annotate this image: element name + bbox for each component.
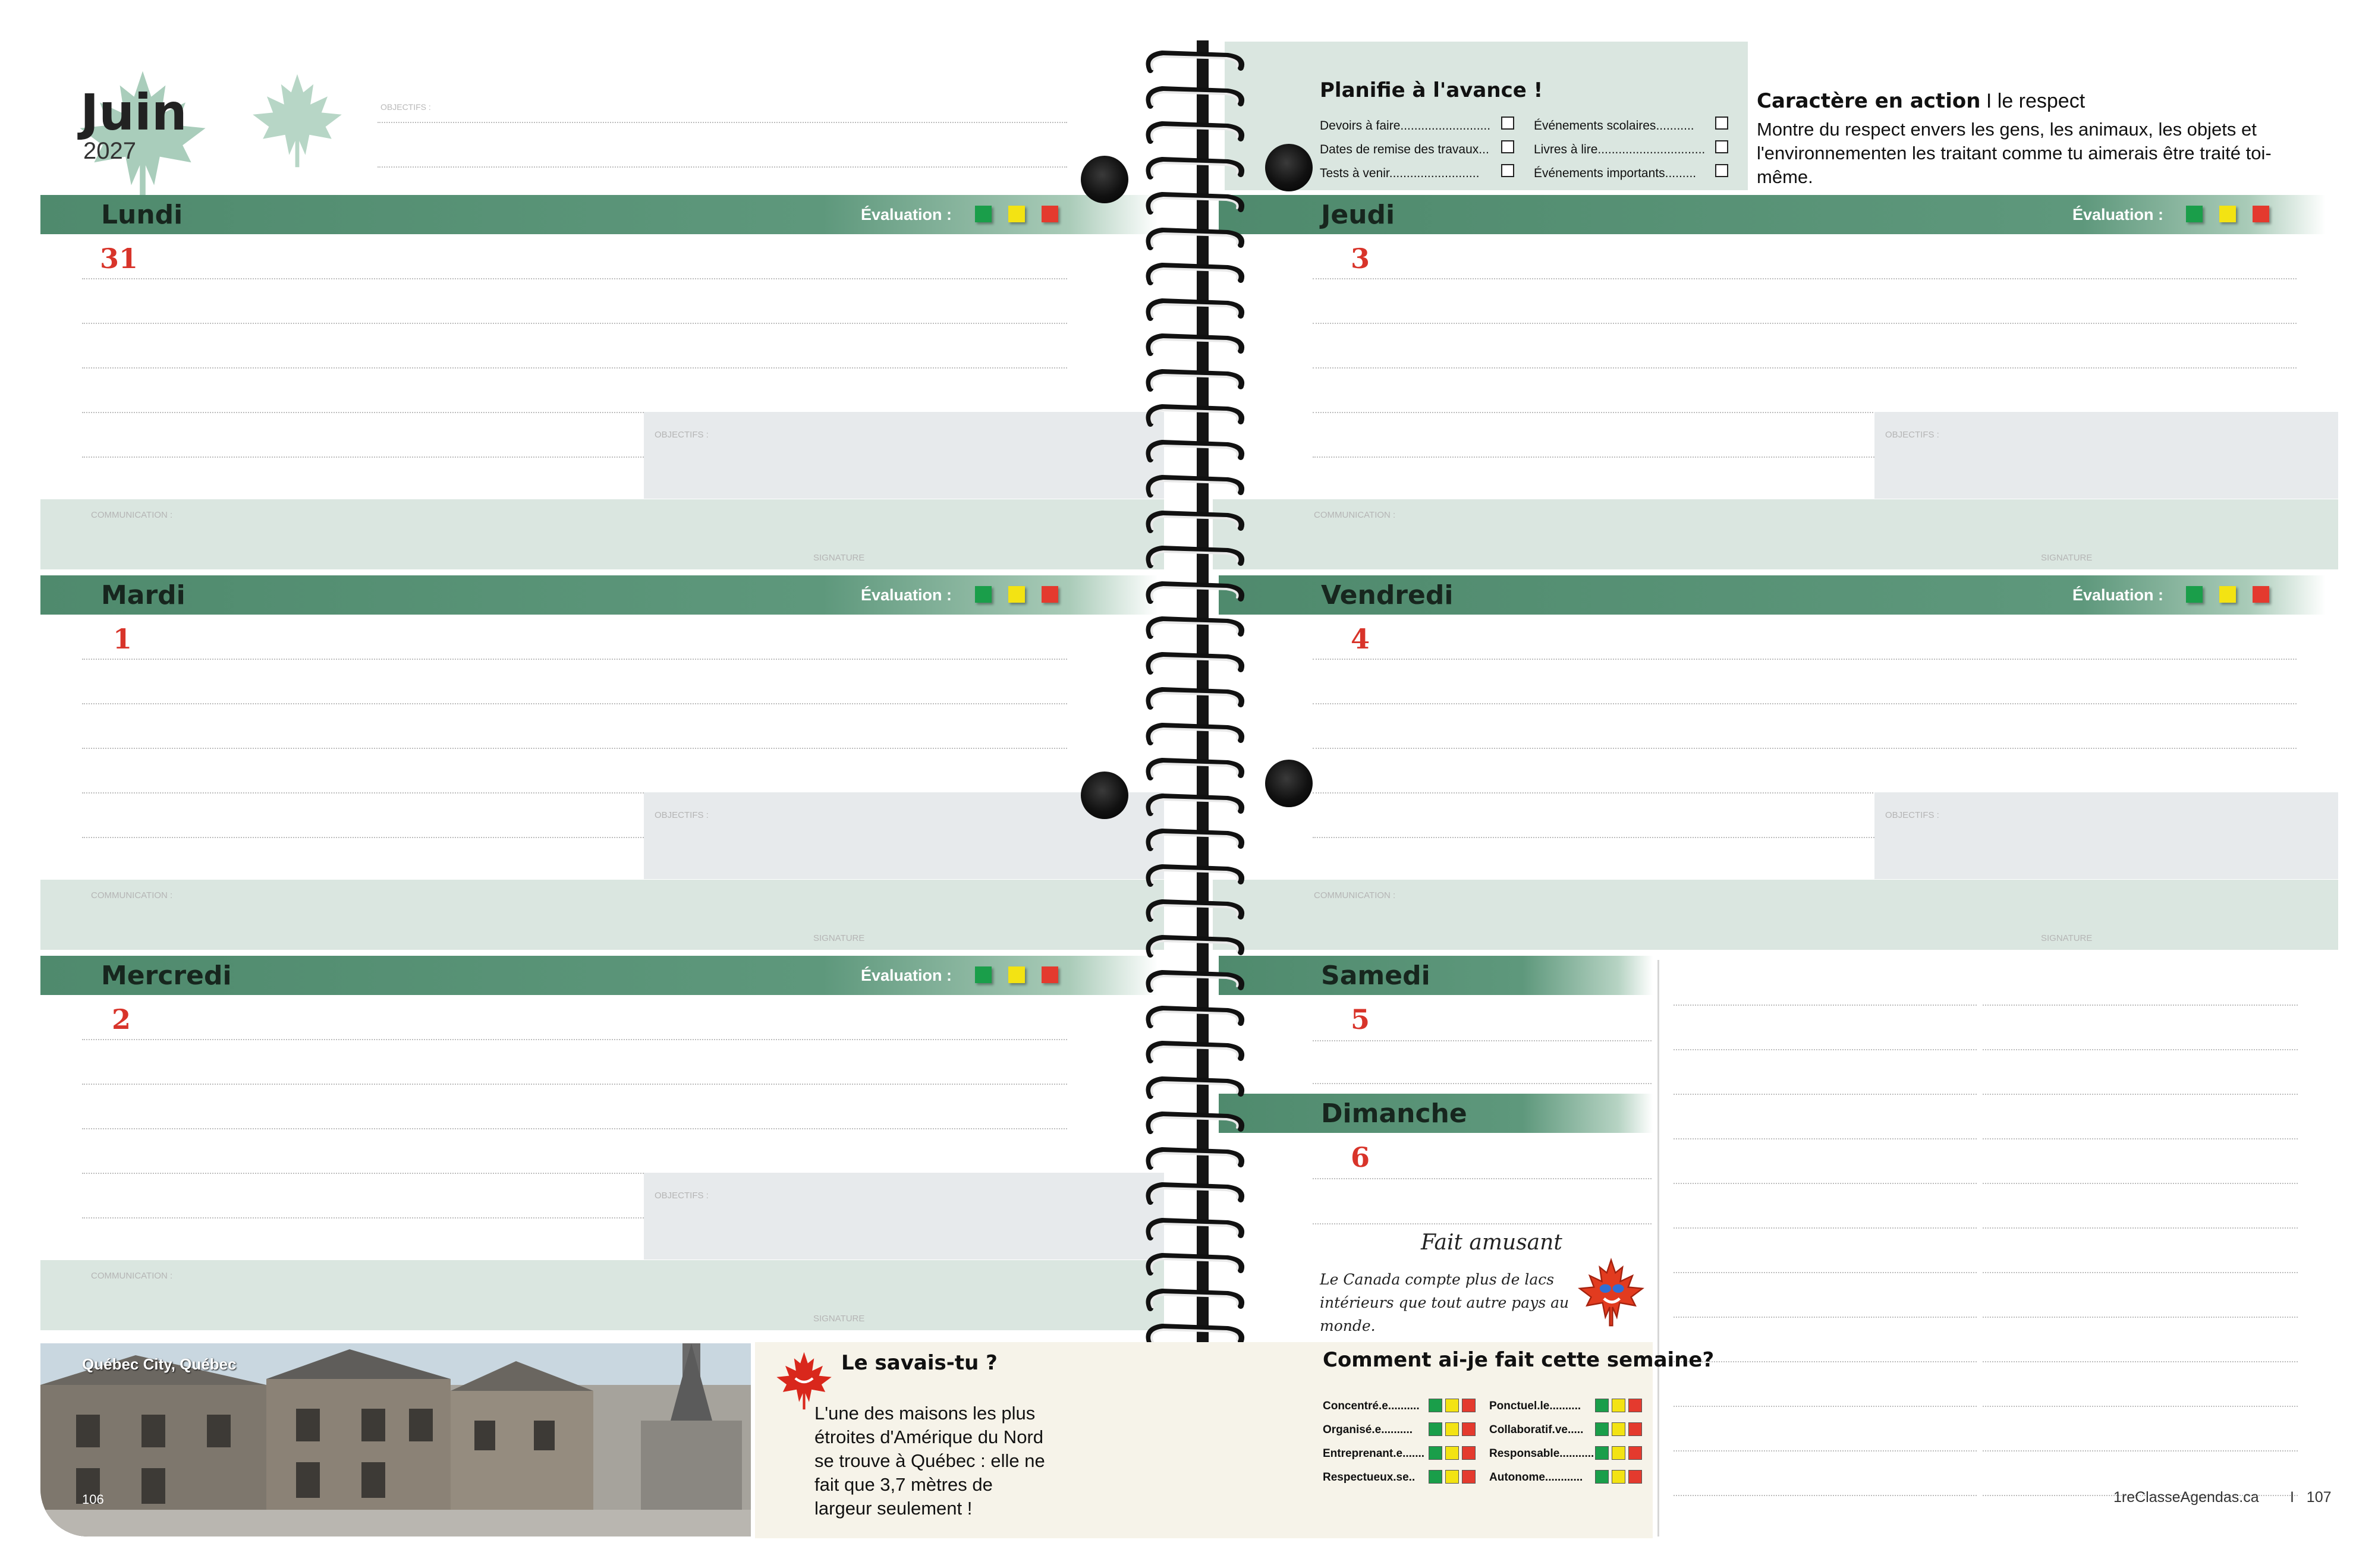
dotted-line[interactable] [1313, 1223, 1652, 1224]
signature-label: SIGNATURE [813, 933, 865, 943]
spiral-coil [1138, 1073, 1251, 1103]
dotted-line[interactable] [1674, 1049, 1977, 1050]
dotted-line[interactable] [82, 323, 1067, 324]
dotted-line[interactable] [1983, 1361, 2298, 1362]
trait-label: Entreprenant.e....... [1323, 1447, 1425, 1460]
trait-green-square[interactable] [1429, 1446, 1442, 1460]
dotted-line[interactable] [1983, 1005, 2298, 1006]
day-number: 2 [112, 1003, 131, 1035]
eval-yellow-square[interactable] [1008, 206, 1025, 222]
spiral-coil [1138, 720, 1251, 750]
trait-label: Collaboratif.ve..... [1489, 1424, 1584, 1436]
eval-red-square[interactable] [1042, 206, 1058, 222]
spiral-coil [1138, 1144, 1251, 1174]
spiral-coil [1138, 1179, 1251, 1209]
spiral-coil [1138, 225, 1251, 254]
trait-yellow-square[interactable] [1445, 1446, 1459, 1460]
plan-item: Dates de remise des travaux... [1320, 143, 1489, 156]
dotted-line[interactable] [1313, 659, 2297, 660]
communication-label: COMMUNICATION : [91, 1271, 173, 1281]
eval-red-square[interactable] [1042, 966, 1058, 983]
trait-label: Concentré.e.......... [1323, 1400, 1420, 1412]
communication-label: COMMUNICATION : [91, 890, 173, 901]
trait-green-square[interactable] [1429, 1399, 1442, 1412]
communication-box[interactable] [40, 499, 1164, 569]
dotted-line[interactable] [1983, 1272, 2298, 1273]
dotted-line[interactable] [1674, 1005, 1977, 1006]
plan-title: Planifie à l'avance ! [1320, 78, 1543, 102]
objectifs-label: OBJECTIFS : [1885, 810, 1939, 820]
dotted-line[interactable] [1674, 1406, 1977, 1407]
trait-green-square[interactable] [1595, 1422, 1609, 1436]
trait-yellow-square[interactable] [1445, 1399, 1459, 1412]
trait-label: Respectueux.se.. [1323, 1471, 1416, 1484]
maple-leaf-icon [247, 64, 348, 177]
objectifs-label: OBJECTIFS : [380, 102, 431, 112]
dotted-line[interactable] [1674, 1317, 1977, 1318]
trait-label: Responsable........... [1489, 1447, 1594, 1460]
objectifs-box[interactable] [1874, 412, 2338, 499]
eval-yellow-square[interactable] [2219, 206, 2236, 222]
dotted-line[interactable] [1983, 1317, 2298, 1318]
day-header-dimanche [1219, 1094, 1653, 1133]
plan-item: Événements scolaires........... [1534, 119, 1694, 133]
dotted-line[interactable] [1674, 1138, 1977, 1139]
dotted-line[interactable] [1983, 1227, 2298, 1229]
objectifs-label: OBJECTIFS : [1885, 430, 1939, 440]
quebec-photo [40, 1343, 751, 1536]
dotted-line[interactable] [82, 1217, 644, 1218]
day-name: Samedi [1321, 961, 1430, 991]
spiral-coil [1138, 1003, 1251, 1032]
signature-label: SIGNATURE [2041, 553, 2093, 563]
spiral-coil [1138, 543, 1251, 572]
dotted-line[interactable] [1983, 1138, 2298, 1139]
day-name: Mercredi [101, 961, 232, 991]
day-header-mardi [40, 575, 1158, 615]
dotted-line[interactable] [82, 456, 644, 458]
spiral-coil [1138, 861, 1251, 891]
trait-red-square[interactable] [1462, 1399, 1476, 1412]
plan-item: Événements importants......... [1534, 166, 1697, 180]
dotted-line[interactable] [1313, 278, 2297, 279]
communication-label: COMMUNICATION : [1314, 890, 1396, 901]
communication-box[interactable] [1213, 499, 2338, 569]
evaluation-label: Évaluation : [2072, 586, 2164, 604]
trait-label: Organisé.e.......... [1323, 1424, 1413, 1436]
eval-yellow-square[interactable] [1008, 586, 1025, 603]
eval-green-square[interactable] [2186, 206, 2203, 222]
spiral-coil [1138, 649, 1251, 679]
eval-red-square[interactable] [1042, 586, 1058, 603]
evaluation-label: Évaluation : [861, 586, 952, 604]
spiral-coil [1138, 118, 1251, 148]
objectifs-box[interactable] [1874, 792, 2338, 879]
spiral-coil [1138, 1286, 1251, 1315]
objectifs-box[interactable] [644, 412, 1164, 499]
communication-box[interactable] [40, 1260, 1164, 1330]
day-name: Mardi [101, 580, 185, 610]
dotted-line[interactable] [1674, 1450, 1977, 1451]
eval-green-square[interactable] [975, 206, 992, 222]
spiral-coil [1138, 189, 1251, 219]
dotted-line[interactable] [82, 1039, 1067, 1040]
objectifs-label: OBJECTIFS : [655, 430, 709, 440]
dotted-line[interactable] [1313, 1178, 1652, 1179]
trait-red-square[interactable] [1462, 1470, 1476, 1484]
dotted-line[interactable] [82, 367, 1067, 369]
spiral-coil [1138, 613, 1251, 643]
dotted-line[interactable] [82, 278, 1067, 279]
dotted-line[interactable] [378, 166, 1067, 168]
spiral-coil [1138, 330, 1251, 360]
fun-fact-text: Le Canada compte plus de lacs intérieurs que tout autre pays au monde. [1320, 1271, 1569, 1334]
dotted-line[interactable] [1983, 1450, 2298, 1451]
dotted-line[interactable] [1313, 1083, 1652, 1084]
day-number: 31 [100, 243, 139, 275]
self-evaluation-title: Comment ai-je fait cette semaine? [1323, 1348, 1715, 1372]
trait-yellow-square[interactable] [1445, 1470, 1459, 1484]
checkbox[interactable] [1501, 164, 1514, 177]
trait-label: Ponctuel.le.......... [1489, 1400, 1581, 1412]
dotted-line[interactable] [1674, 1495, 1977, 1496]
day-name: Jeudi [1321, 200, 1395, 230]
communication-label: COMMUNICATION : [1314, 510, 1396, 520]
spiral-coil [1138, 1250, 1251, 1280]
dotted-line[interactable] [1674, 1272, 1977, 1273]
dotted-line[interactable] [82, 659, 1067, 660]
trait-label: Autonome............ [1489, 1471, 1583, 1484]
objectifs-label: OBJECTIFS : [655, 1191, 709, 1201]
dotted-line[interactable] [1313, 1040, 1652, 1041]
did-you-know-text: L'une des maisons les plus étroites d'Amérique du Nord se trouve à Québec : elle ne fait que 3,7 mètres de largeur seulement ! [814, 1403, 1045, 1519]
dotted-line[interactable] [1313, 837, 1874, 838]
checkbox[interactable] [1501, 117, 1514, 130]
dotted-line[interactable] [82, 748, 1067, 749]
caractere-title: Caractère en action I le respect [1757, 89, 2086, 113]
spiral-coil [1138, 472, 1251, 502]
dotted-line[interactable] [82, 1128, 1067, 1129]
checkbox[interactable] [1715, 164, 1728, 177]
eval-green-square[interactable] [975, 966, 992, 983]
trait-red-square[interactable] [1628, 1422, 1642, 1436]
month-title: Juin [80, 83, 187, 141]
dotted-line[interactable] [378, 122, 1067, 123]
dotted-line[interactable] [1983, 1049, 2298, 1050]
trait-yellow-square[interactable] [1612, 1399, 1625, 1412]
photo-caption: Québec City, Québec [82, 1355, 237, 1373]
spiral-coil [1138, 437, 1251, 467]
day-name: Vendredi [1321, 580, 1454, 610]
dotted-line[interactable] [82, 703, 1067, 704]
spiral-coil [1138, 295, 1251, 325]
checkbox[interactable] [1715, 117, 1728, 130]
communication-box[interactable] [40, 880, 1164, 950]
divider [1657, 960, 1659, 1536]
day-header-vendredi [1219, 575, 2326, 615]
plan-item: Devoirs à faire.......................... [1320, 119, 1491, 133]
spiral-coil [1138, 1215, 1251, 1245]
did-you-know-title: Le savais-tu ? [841, 1351, 998, 1375]
spiral-coil [1138, 967, 1251, 997]
signature-label: SIGNATURE [813, 553, 865, 563]
year-label: 2027 [83, 138, 136, 164]
trait-red-square[interactable] [1462, 1446, 1476, 1460]
signature-label: SIGNATURE [2041, 933, 2093, 943]
communication-box[interactable] [1213, 880, 2338, 950]
day-header-samedi [1219, 956, 1653, 995]
binder-hole [1081, 772, 1128, 819]
day-name: Dimanche [1321, 1098, 1467, 1129]
trait-yellow-square[interactable] [1612, 1446, 1625, 1460]
trait-green-square[interactable] [1595, 1446, 1609, 1460]
spiral-coil [1138, 1038, 1251, 1068]
day-number: 1 [113, 623, 133, 655]
dotted-line[interactable] [1313, 748, 2297, 749]
spiral-coil [1138, 826, 1251, 855]
spiral-coil [1138, 1109, 1251, 1138]
dotted-line[interactable] [1983, 1183, 2298, 1184]
communication-label: COMMUNICATION : [91, 510, 173, 520]
dotted-line[interactable] [1313, 323, 2297, 324]
day-number: 6 [1351, 1141, 1370, 1173]
eval-green-square[interactable] [2186, 586, 2203, 603]
checkbox[interactable] [1715, 140, 1728, 153]
eval-red-square[interactable] [2253, 586, 2269, 603]
day-header-mercredi [40, 956, 1158, 995]
spiral-coil [1138, 932, 1251, 962]
fun-fact-title: Fait amusant [1421, 1230, 1562, 1255]
trait-red-square[interactable] [1462, 1422, 1476, 1436]
binder-hole [1081, 156, 1128, 203]
dotted-line[interactable] [82, 1084, 1067, 1085]
evaluation-label: Évaluation : [2072, 206, 2164, 223]
spiral-coil [1138, 83, 1251, 113]
dotted-line[interactable] [1674, 1183, 1977, 1184]
signature-label: SIGNATURE [813, 1314, 865, 1324]
objectifs-label: OBJECTIFS : [655, 810, 709, 820]
binder-hole [1265, 760, 1313, 807]
dotted-line[interactable] [82, 837, 644, 838]
website-label: 1reClasseAgendas.ca [2113, 1489, 2259, 1506]
eval-yellow-square[interactable] [2219, 586, 2236, 603]
trait-red-square[interactable] [1628, 1446, 1642, 1460]
trait-red-square[interactable] [1628, 1470, 1642, 1484]
page-number-right: I 107 [2290, 1489, 2332, 1506]
spiral-coil [1138, 508, 1251, 537]
day-header-jeudi [1219, 195, 2326, 234]
evaluation-label: Évaluation : [861, 206, 952, 223]
day-number: 5 [1351, 1003, 1370, 1035]
spiral-coil [1138, 896, 1251, 926]
dotted-line[interactable] [1313, 456, 1874, 458]
eval-red-square[interactable] [2253, 206, 2269, 222]
objectifs-box[interactable] [644, 1173, 1164, 1260]
binder-hole [1265, 144, 1313, 191]
day-number: 3 [1351, 243, 1370, 275]
day-header-lundi [40, 195, 1158, 234]
trait-green-square[interactable] [1429, 1470, 1442, 1484]
dotted-line[interactable] [1674, 1094, 1977, 1095]
plan-item: Tests à venir.......................... [1320, 166, 1480, 180]
trait-yellow-square[interactable] [1612, 1470, 1625, 1484]
checkbox[interactable] [1501, 140, 1514, 153]
day-name: Lundi [101, 200, 183, 230]
eval-green-square[interactable] [975, 586, 992, 603]
day-number: 4 [1351, 623, 1370, 655]
spiral-coil [1138, 755, 1251, 785]
spiral-coil [1138, 154, 1251, 184]
dotted-line[interactable] [1983, 1094, 2298, 1095]
spiral-coil [1138, 48, 1251, 77]
trait-green-square[interactable] [1595, 1470, 1609, 1484]
maple-leaf-mascot-icon [1575, 1254, 1647, 1331]
dotted-line[interactable] [1674, 1227, 1977, 1229]
page-number-left: 106 [82, 1492, 104, 1507]
spiral-coil [1138, 791, 1251, 820]
eval-yellow-square[interactable] [1008, 966, 1025, 983]
plan-item: Livres à lire............................... [1534, 143, 1706, 156]
dotted-line[interactable] [1674, 1361, 1977, 1362]
trait-yellow-square[interactable] [1612, 1422, 1625, 1436]
spiral-coil [1138, 684, 1251, 714]
spiral-coil [1138, 366, 1251, 396]
spiral-coil [1138, 260, 1251, 289]
spiral-coil [1138, 401, 1251, 431]
trait-green-square[interactable] [1595, 1399, 1609, 1412]
dotted-line[interactable] [1313, 703, 2297, 704]
evaluation-label: Évaluation : [861, 966, 952, 984]
trait-red-square[interactable] [1628, 1399, 1642, 1412]
spiral-coil [1138, 578, 1251, 608]
dotted-line[interactable] [1313, 367, 2297, 369]
trait-green-square[interactable] [1429, 1422, 1442, 1436]
dotted-line[interactable] [1983, 1406, 2298, 1407]
trait-yellow-square[interactable] [1445, 1422, 1459, 1436]
caractere-text: Montre du respect envers les gens, les animaux, les objets et l'environnementen les traitant comme tu aimerais être traité toi-même. [1757, 119, 2272, 187]
